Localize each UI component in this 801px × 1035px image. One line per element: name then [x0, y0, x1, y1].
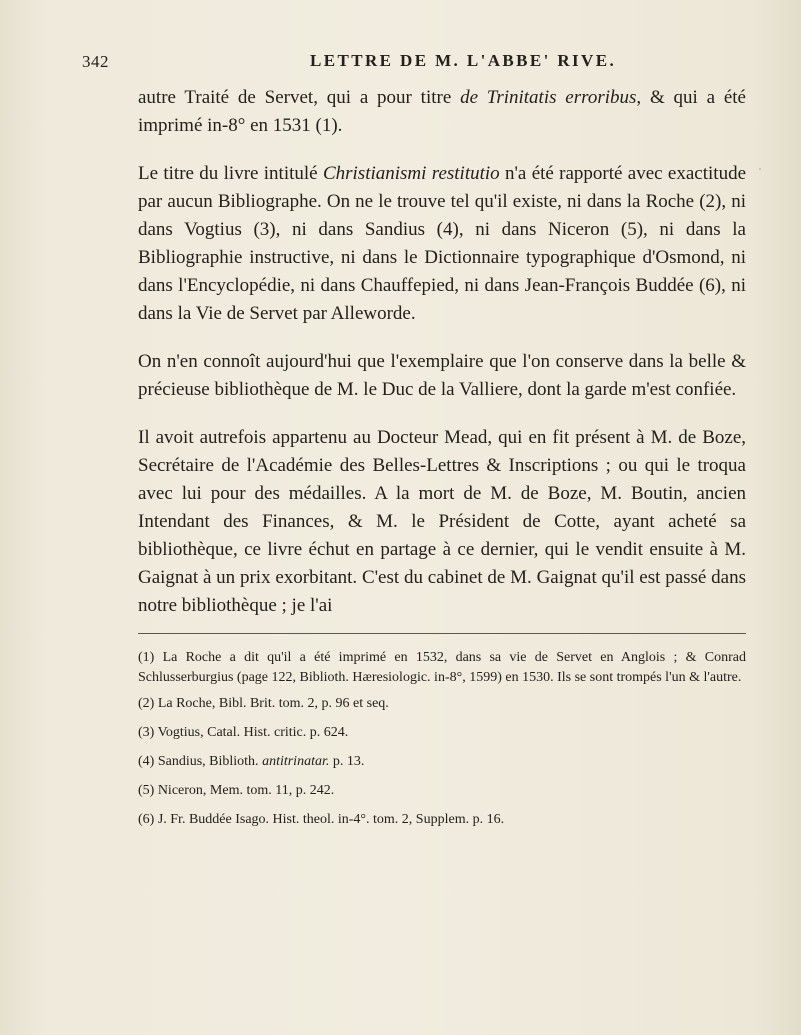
footnote-1-text: (1) La Roche a dit qu'il a été imprimé en 1532, dans sa vie de Servet en Anglois ; & Conrad Schlusserburgius (page 122, Biblioth. Hæresiologic. in-8°, 1599) en 1530. Ils se sont trompés l'un & l'autre. — [138, 650, 746, 685]
footnote-separator — [138, 633, 746, 634]
paper-speck — [486, 463, 488, 465]
footnote-3 — [138, 723, 746, 743]
footnote-5-text: (5) Niceron, Mem. tom. 11, p. 242. — [138, 783, 335, 798]
paragraph-2-part-1: Le titre du livre intitulé — [138, 163, 323, 184]
paragraph-2-title: Christianismi restitutio — [322, 163, 500, 184]
running-title: LETTRE DE M. L'ABBE' RIVE. — [310, 51, 617, 70]
paragraph-2 — [138, 160, 746, 328]
paragraph-1-title: de Trinitatis erroribus — [460, 87, 637, 108]
footnote-6-text: (6) J. Fr. Buddée Isago. Hist. theol. in-4°. tom. 2, Supplem. p. 16. — [138, 812, 505, 827]
main-text — [138, 84, 746, 620]
footnote-4 — [138, 752, 746, 772]
footnote-2 — [138, 694, 746, 714]
footnote-4-part-3: p. 13. — [329, 754, 365, 769]
footnote-4-italic: antitrinatar. — [262, 754, 330, 769]
footnote-2-text: (2) La Roche, Bibl. Brit. tom. 2, p. 96 et seq. — [138, 696, 389, 711]
footnote-5 — [138, 781, 746, 801]
paper-speck — [759, 168, 761, 170]
paragraph-2-part-3: n'a été rapporté avec exactitude par aucun Bibliographe. On ne le trouve tel qu'il existe, ni dans la Roche (2), ni dans Vogtius (3), ni dans Sandius (4), ni dans Niceron (5), ni dans la Bibliographie instructive, ni dans le Dictionnaire typographique d'Osmond, ni dans l'Encyclopédie, ni dans Chauffepied, ni dans Jean-François Buddée (6), ni dans la Vie de Servet par Alleworde. — [138, 163, 747, 324]
footnotes — [138, 648, 746, 839]
footnote-3-text: (3) Vogtius, Catal. Hist. critic. p. 624. — [138, 725, 349, 740]
paragraph-4-text: Il avoit autrefois appartenu au Docteur Mead, qui en fit présent à M. de Boze, Secrétaire de l'Académie des Belles-Lettres & Inscriptions ; ou qui le troqua avec lui pour des médailles. A la mort de M. de Boze, M. Boutin, ancien Intendant des Finances, & M. le Président de Cotte, ayant acheté sa bibliothèque, ce livre échut en partage à ce dernier, qui le vendit ensuite à M. Gaignat à un prix exorbitant. C'est du cabinet de M. Gaignat qu'il est passé dans notre bibliothèque ; je l'ai — [138, 427, 746, 616]
paragraph-3 — [138, 348, 746, 404]
footnote-6 — [138, 810, 746, 830]
page-header — [0, 52, 801, 82]
footnote-4-part-1: (4) Sandius, Biblioth. — [138, 754, 263, 769]
paragraph-3-text: On n'en connoît aujourd'hui que l'exemplaire que l'on conserve dans la belle & précieuse bibliothèque de M. le Duc de la Valliere, dont la garde m'est confiée. — [138, 351, 746, 400]
paragraph-1-part-1: autre Traité de Servet, qui a pour titre — [138, 87, 461, 108]
paragraph-4 — [138, 424, 746, 620]
footnote-1 — [138, 648, 746, 688]
page-number: 342 — [82, 52, 109, 71]
paragraph-1-part-3: , & qui a été imprimé in-8° en 1531 (1). — [138, 87, 746, 136]
paragraph-1 — [138, 84, 746, 140]
